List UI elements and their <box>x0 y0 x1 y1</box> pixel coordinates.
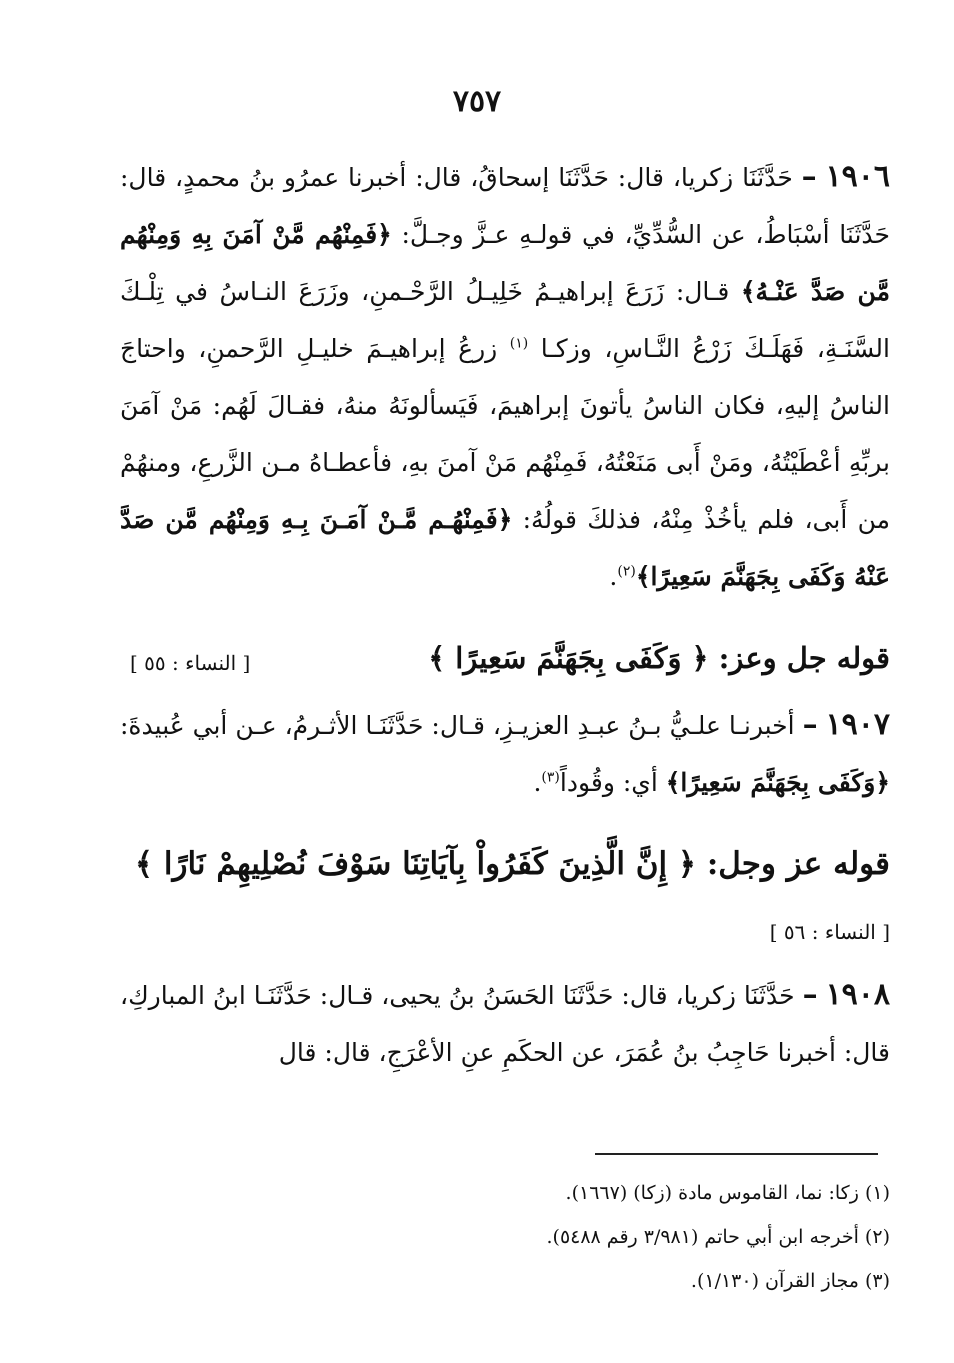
chapter-heading-1 <box>120 641 890 675</box>
heading-lead: قوله عز وجل: <box>706 846 890 882</box>
hadith-text: أي: وقُوداً <box>559 768 658 797</box>
hadith-text: حَدَّثَنَا زكريا، قال: حَدَّثَنَا إسحاقُ، قال: أخبرنا عمرُو بنُ محمدٍ، قال: حَدَّثَنَا أسْبَاطُ، عن السُّدِّيِّ، في قولـهِ عـزَّ وجـلَّ: <box>120 163 890 249</box>
hadith-dash: – <box>801 159 817 194</box>
quran-verse: ﴿فَمِنْهُم مَّنْ آمَنَ بِهِ وَمِنْهُم مَّن صَدَّ عَنْـهُ﴾ <box>120 220 890 306</box>
hadith-1907 <box>120 696 890 811</box>
hadith-1908 <box>120 966 890 1081</box>
hadith-number: ١٩٠٨ <box>825 977 891 1012</box>
hadith-dash: – <box>802 707 818 742</box>
quran-verse: ﴿فَمِنْهُـم مَّـنْ آمَـنَ بِـهِ وَمِنْهُم مَّن صَدَّ عَنْهُ وَكَفَى بِجَهَنَّمَ سَعِيرًا﴾ <box>120 505 890 591</box>
heading-lead: قوله جل وعز: <box>718 641 890 675</box>
footnote-1: (١) زكا: نما، القاموس مادة (زكا) (١٦٦٧). <box>565 1182 890 1204</box>
heading-verse: ﴿ إِنَّ الَّذِينَ كَفَرُواْ بِآيَاتِنَا سَوْفَ نُصْلِيهِمْ نَارًا ﴾ <box>134 846 697 882</box>
chapter-heading-2 <box>120 846 890 882</box>
surah-reference: [ النساء : ٥٦ ] <box>769 920 890 944</box>
hadith-dash: – <box>802 977 818 1012</box>
hadith-text: أخبرنـا علـيُّ بـنُ عبـدِ العزيـزِ، قـال: حَدَّثَنَـا الأثـرمُ، عـن أبي عُبيدةَ: <box>120 711 795 740</box>
hadith-number: ١٩٠٧ <box>825 707 890 742</box>
footnote-marker: (٢) <box>617 563 636 580</box>
footnote-2: (٢) أخرجه ابن أبي حاتم (٣/٩٨١ رقم ٥٤٨٨). <box>546 1226 890 1248</box>
hadith-text: زرعُ إبراهيـمَ خليـلِ الرَّحمنِ، واحتاجَ الناسُ إليهِ، فكان الناسُ يأتونَ إبراهيمَ، فَيَسألونَهُ منهُ، فقـالَ لَهُم: مَنْ آمَنَ بربِّهِ أعْطَيْتُهُ، ومَنْ أَبى مَنَعْتُهُ، فَمِنْهُم مَنْ آمنَ بهِ، فأعطـاهُ مـن الزَّرعِ، ومنهُمْ من أَبى، فلم يأخُذْ مِنْهُ، فذلكَ قولُهُ: <box>120 334 890 534</box>
footnote-marker: (١) <box>509 335 529 352</box>
footnote-marker: (٣) <box>541 769 560 786</box>
hadith-1906 <box>120 148 890 605</box>
footnote-separator <box>595 1153 878 1155</box>
heading-verse: ﴿ وَكَفَى بِجَهَنَّمَ سَعِيرًا ﴾ <box>428 641 709 675</box>
chapter-heading-2-ref <box>120 920 890 944</box>
quran-verse: ﴿وَكَفَى بِجَهَنَّمَ سَعِيرًا﴾ <box>665 768 890 797</box>
surah-reference: [ النساء : ٥٥ ] <box>130 651 251 675</box>
hadith-text: قـال: زَرَعَ إبراهيـمُ خَلِيـلُ الرَّحْـمنِ، وزَرَعَ النـاسُ في تِلْـكَ السَّنَـةِ، فَهَلَـكَ زَرْعُ النَّـاسِ، وزكـا <box>120 277 890 363</box>
page-number: ٧٥٧ <box>452 84 502 119</box>
footnote-3: (٣) مجاز القرآن (١/١٣٠). <box>690 1270 890 1292</box>
sentence-end: . <box>609 562 618 591</box>
sentence-end: . <box>533 768 542 797</box>
hadith-number: ١٩٠٦ <box>825 159 890 194</box>
hadith-text: حَدَّثَنَا زكريا، قال: حَدَّثَنَا الحَسَنُ بنُ يحيى، قـال: حَدَّثَنَـا ابنُ المباركِ، قال: أخبرنا حَاجِبُ بنُ عُمَرَ، عن الحكَمِ عنِ الأعْرَجِ، قال: قال <box>120 981 890 1067</box>
